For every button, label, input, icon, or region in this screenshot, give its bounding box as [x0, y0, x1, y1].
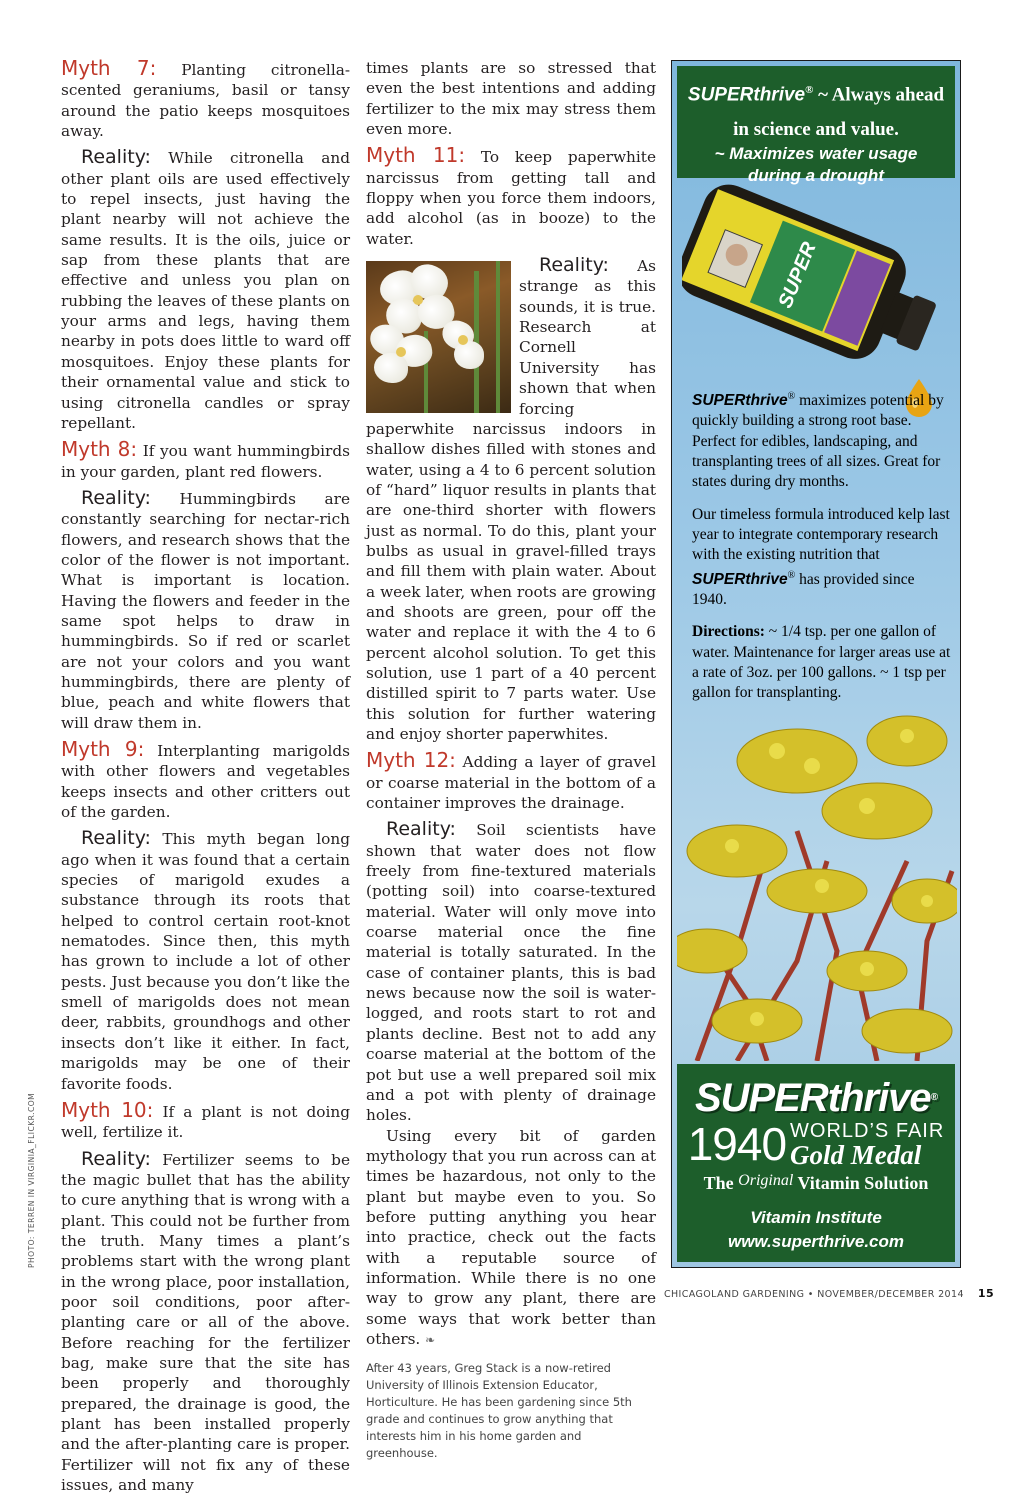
reality-text: Soil scientists have shown that water does not flow freely from fine-textured materials (potting soil) into coarse-textured material. Water will only move into coarse material once the fine material is totally saturated. In the case of container plants, this is bad news because now the soil is water-logged, and roots start to rot and plants decline. Best not to add any coarse material at the bottom of the pot but use a well prepared soil mix and a pot with plenty of drainage holes. [366, 821, 656, 1125]
ad-paragraph-1 [692, 387, 952, 493]
article-column-1 [61, 58, 350, 1495]
superthrive-logo [677, 1076, 955, 1120]
reality-heading: Reality: [81, 1147, 151, 1170]
gold-medal-text: Gold Medal [790, 1140, 922, 1170]
ad-footer-box [677, 1064, 955, 1262]
reality-heading: Reality: [81, 827, 151, 850]
myth-12 [366, 750, 656, 813]
myth-text: Planting citronella-scented geraniums, basil or tansy around the patio keeps mosquitoes away. [61, 61, 351, 141]
directions-label: Directions: [692, 623, 765, 641]
myth-heading: Myth 7: [61, 56, 157, 80]
myth-text: Adding a layer of gravel or coarse material in the bottom of a container improves the drainage. [366, 753, 656, 813]
reality-heading: Reality: [81, 146, 151, 169]
website-link[interactable]: www.superthrive.com [727, 1232, 905, 1251]
myth-heading: Myth 10: [61, 1097, 154, 1122]
myth-heading: Myth 12: [366, 748, 456, 773]
ad-paragraph-2-text-b: has provided since 1940. [692, 570, 915, 608]
reality-text: Hummingbirds are constantly searching for nectar-rich flowers, and research shows that the color of the flower is not important. What is important is location. Having the flowers and feeder in the same spot helps to draw in hummingbirds. So if red or scarlet are not your colors and you want hummingbirds, there are plenty of blue, peach and white flowers that will draw them in. [61, 489, 350, 732]
issue-date: NOVEMBER/DECEMBER 2014 [817, 1289, 964, 1300]
myth-heading: Myth 8: [61, 437, 138, 462]
brand-name: SUPERthrive [692, 392, 788, 410]
headline-line-1: ~ Always ahead [813, 84, 945, 106]
reality-text: While citronella and other plant oils are used effectively to repel insects, just having the plant nearby will not achieve the same results. It is the oils, juice or sap from these plants that are effective and unless you plan on rubbing the leaves of these plants on your arms and legs, having them nearby in pots does little to ward off mosquitoes. Enjoy these plants for their ornamental value and stick to using citronella candles or spray repellant. [61, 149, 350, 432]
paperwhite-narcissus-photo [366, 261, 511, 413]
reality-heading: Reality: [386, 818, 456, 841]
page-footer [664, 1287, 994, 1300]
myth-10 [61, 1097, 351, 1143]
myth-9 [61, 739, 350, 822]
reality-7 [61, 147, 350, 433]
ad-paragraph-1-text: maximizes potential by quickly building a strong root base. Perfect for edibles, landscaping, and transplanting trees of all sizes. Great for states during dry months. [692, 392, 944, 491]
reality-9 [61, 828, 350, 1093]
ad-directions [692, 622, 952, 703]
myth-text: To keep paperwhite narcissus from getting tall and floppy when you force them indoors, add alcohol (as in booze) to the water. [366, 148, 656, 248]
closing-text: Using every bit of garden mythology that you run across can at times be hazardous, not only to the plant but maybe even to you. So before putting anything you hear into practice, check out the facts with a reputable source of information. While there is no one way to grow any plant, there are some ways that work better than others. [366, 1126, 656, 1348]
reality-text: This myth began long ago when it was found that a certain species of marigold exudes a substance through its roots that helped to control certain root-knot nematodes. Since then, this myth has grown to include a lot of other pests. Just because you don’t like the smell of marigolds does not mean deer, rabbits, groundhogs and other insects don’t like it either. In fact, marigolds may be one of their favorite foods. [61, 830, 350, 1093]
award-year: 1940 [687, 1118, 787, 1170]
tagline-the: The [703, 1173, 739, 1193]
ad-headline-box [677, 66, 955, 186]
reality-11 [366, 255, 656, 744]
reality-text: Fertilizer seems to be the magic bullet that has the ability to cure anything that is wrong with a plant. This could not be further from the truth. Many times a plant’s problems start with the wrong plant in the wrong place, poor installation, poor soil conditions, poor after-planting care or all of the above. Before reaching for the fertilizer bag, make sure that the site has been properly and thoroughly prepared, the drainage is good, the plant has been installed properly and the after-planting care is proper. Fertilizer will not fix any of these issues, and many [61, 1150, 350, 1495]
kangaroo-paw-plants-image [677, 701, 957, 1061]
registered-mark: ® [787, 391, 796, 402]
worlds-fair-text: WORLD’S FAIR [790, 1120, 945, 1142]
headline-line-2: in science and value. [733, 119, 899, 141]
company-name: Vitamin Institute [750, 1208, 882, 1227]
magazine-name: CHICAGOLAND GARDENING [663, 1289, 805, 1300]
footer-separator: • [804, 1289, 818, 1300]
myth-7 [61, 58, 350, 141]
myth-text: Interplanting marigolds with other flowers and vegetables keeps insects and other critters out of the garden. [61, 742, 350, 822]
reality-heading: Reality: [539, 254, 609, 277]
directions-text: ~ 1/4 tsp. per one gallon of water. Maintenance for larger areas use at a rate of 3oz. per 100 gallons. ~ 1 tsp per gallon for transplanting. [692, 623, 951, 702]
reality-heading: Reality: [81, 486, 151, 509]
reality-10 [61, 1149, 350, 1495]
reality-12 [366, 819, 656, 1125]
myth-heading: Myth 9: [61, 737, 145, 761]
worlds-fair-badge [677, 1120, 955, 1168]
ad-body-text [692, 387, 952, 715]
tagline-original: Original [738, 1172, 794, 1189]
reality-8 [61, 488, 350, 733]
page-number: 15 [977, 1287, 994, 1300]
headline-line-3: ~ Maximizes water usage [714, 144, 918, 164]
registered-mark: ® [930, 1092, 938, 1103]
myth-text: If you want hummingbirds in your garden, plant red flowers. [61, 442, 350, 481]
author-bio: After 43 years, Greg Stack is a now-retired University of Illinois Extension Educator, Horticulture. He has been gardening since 5th grade and continues to grow anything that interests him in his home garden and greenhouse. [366, 1361, 632, 1461]
headline-line-4: during a drought [748, 166, 884, 186]
product-bottle-image [682, 183, 952, 383]
myth-11 [366, 145, 656, 249]
brand-name: SUPERthrive [687, 84, 806, 106]
superthrive-advertisement[interactable] [671, 60, 961, 1268]
end-mark-icon: ❧ [425, 1332, 436, 1347]
article-column-2 [366, 58, 656, 1462]
tagline-vitamin: Vitamin Solution [793, 1173, 929, 1193]
ad-paragraph-2-text-a: Our timeless formula introduced kelp last year to integrate contemporary research with the existing nutrition that [692, 505, 950, 564]
ad-paragraph-2 [692, 505, 952, 611]
svg-text:SUPER: SUPER [774, 239, 821, 312]
reality-text: As strange as this sounds, it is true. Research at Cornell University has shown that when forcing paperwhite narcissus indoors in shallow dishes filled with stones and water, using a 4 to 6 percent solution of “hard” liquor results in plants that are one-third shorter with flowers just as normal. To do this, plant your bulbs as usual in gravel-filled trays and fill them with plain water. About a week later, when roots are growing and shoots are green, pour off the water and replace it with the 4 to 6 percent alcohol solution. To get this solution, use 1 part of a 40 percent distilled spirit to 7 parts water. Use this solution for further watering and enjoy shorter paperwhites. [366, 257, 656, 743]
myth-text: If a plant is not doing well, fertilize it. [61, 1102, 351, 1142]
continued-text: times plants are so stressed that even the best intentions and adding fertilizer to the mix may stress them even more. [366, 59, 656, 139]
closing-paragraph [366, 1126, 656, 1351]
logo-text: SUPERthrive [694, 1076, 931, 1120]
registered-mark: ® [805, 84, 814, 96]
brand-name: SUPERthrive [692, 570, 788, 588]
myth-heading: Myth 11: [366, 143, 466, 168]
myth-8 [61, 439, 350, 482]
registered-mark: ® [787, 569, 796, 581]
photo-credit: PHOTO: TERREN IN VIRGINIA_FLICKR.COM [27, 1092, 36, 1268]
tagline [677, 1172, 955, 1194]
